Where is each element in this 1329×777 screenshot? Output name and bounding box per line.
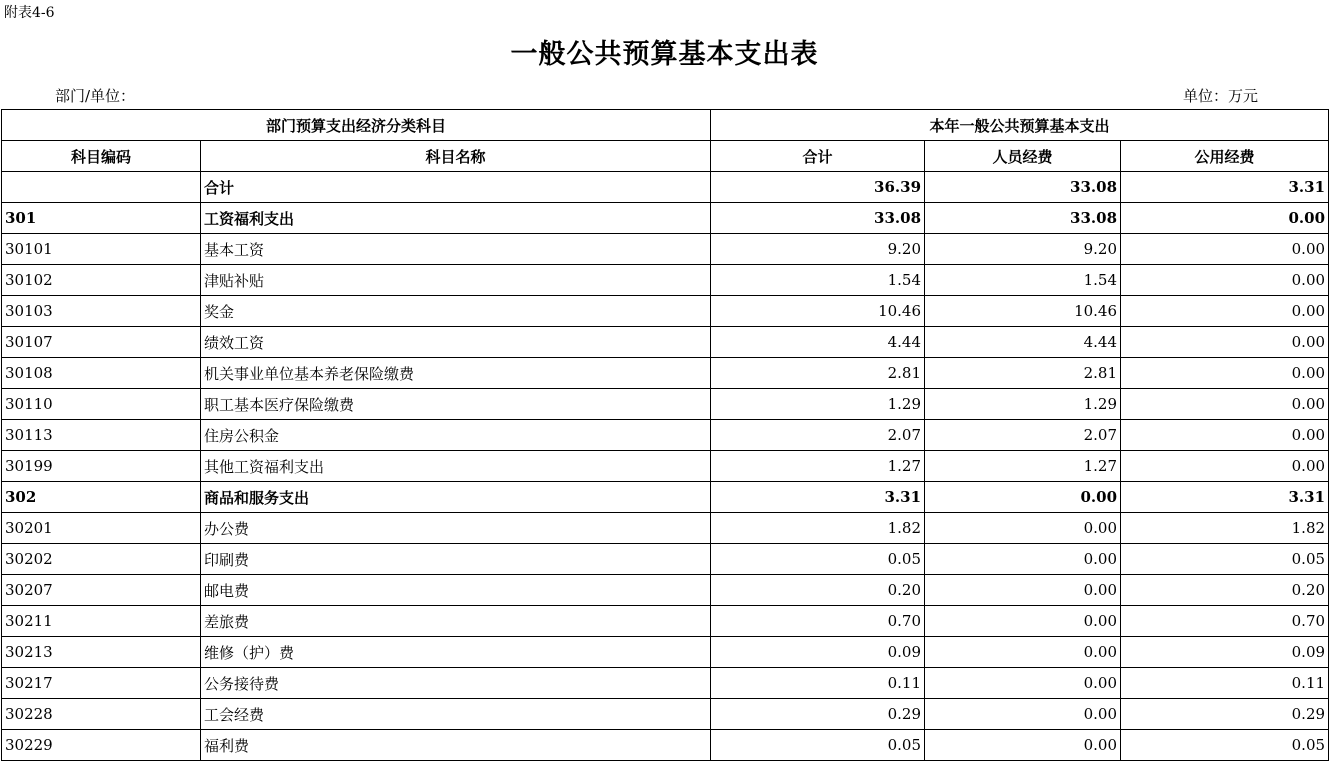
cell-personnel: 0.00 — [925, 668, 1121, 699]
cell-total: 0.11 — [711, 668, 925, 699]
cell-name: 差旅费 — [201, 606, 711, 637]
cell-name: 住房公积金 — [201, 420, 711, 451]
cell-public: 0.00 — [1121, 358, 1329, 389]
cell-code: 301 — [2, 203, 201, 234]
table-row — [2, 296, 1329, 327]
cell-personnel: 33.08 — [925, 203, 1121, 234]
cell-personnel: 4.44 — [925, 327, 1121, 358]
cell-total: 2.07 — [711, 420, 925, 451]
cell-name: 绩效工资 — [201, 327, 711, 358]
cell-personnel: 0.00 — [925, 699, 1121, 730]
cell-public: 0.70 — [1121, 606, 1329, 637]
cell-total: 0.09 — [711, 637, 925, 668]
dept-label: 部门/单位： — [55, 87, 136, 105]
cell-code: 30102 — [2, 265, 201, 296]
table-row — [2, 730, 1329, 761]
cell-personnel: 0.00 — [925, 606, 1121, 637]
cell-total: 1.54 — [711, 265, 925, 296]
cell-code: 30207 — [2, 575, 201, 606]
cell-public: 0.00 — [1121, 265, 1329, 296]
cell-name: 办公费 — [201, 513, 711, 544]
cell-total: 10.46 — [711, 296, 925, 327]
cell-total: 0.20 — [711, 575, 925, 606]
cell-public: 1.82 — [1121, 513, 1329, 544]
cell-personnel: 0.00 — [925, 513, 1121, 544]
cell-public: 0.00 — [1121, 451, 1329, 482]
cell-public: 0.00 — [1121, 234, 1329, 265]
table-row — [2, 606, 1329, 637]
cell-total: 1.29 — [711, 389, 925, 420]
cell-public: 0.00 — [1121, 420, 1329, 451]
annex-label: 附表4-6 — [4, 5, 55, 21]
page-title: 一般公共预算基本支出表 — [510, 39, 819, 70]
table-row — [2, 234, 1329, 265]
table-body — [2, 110, 1329, 761]
cell-name: 印刷费 — [201, 544, 711, 575]
header-code: 科目编码 — [2, 141, 201, 172]
cell-personnel: 9.20 — [925, 234, 1121, 265]
cell-code: 30107 — [2, 327, 201, 358]
cell-public: 0.20 — [1121, 575, 1329, 606]
table-row — [2, 358, 1329, 389]
cell-public: 0.00 — [1121, 389, 1329, 420]
cell-code: 30110 — [2, 389, 201, 420]
cell-public: 3.31 — [1121, 482, 1329, 513]
cell-name: 津贴补贴 — [201, 265, 711, 296]
cell-name: 职工基本医疗保险缴费 — [201, 389, 711, 420]
table-row — [2, 451, 1329, 482]
cell-public: 0.00 — [1121, 296, 1329, 327]
cell-total: 33.08 — [711, 203, 925, 234]
header-column-row — [2, 141, 1329, 172]
cell-total: 0.29 — [711, 699, 925, 730]
cell-public: 0.11 — [1121, 668, 1329, 699]
cell-personnel: 2.81 — [925, 358, 1121, 389]
cell-code: 30101 — [2, 234, 201, 265]
cell-total: 3.31 — [711, 482, 925, 513]
header-name: 科目名称 — [201, 141, 711, 172]
header-group-left: 部门预算支出经济分类科目 — [2, 110, 711, 141]
cell-name: 基本工资 — [201, 234, 711, 265]
cell-name: 其他工资福利支出 — [201, 451, 711, 482]
cell-personnel: 0.00 — [925, 730, 1121, 761]
header-group-row — [2, 110, 1329, 141]
cell-name: 公务接待费 — [201, 668, 711, 699]
cell-personnel: 0.00 — [925, 544, 1121, 575]
table-row — [2, 420, 1329, 451]
cell-code: 30211 — [2, 606, 201, 637]
table-row — [2, 699, 1329, 730]
cell-code: 30228 — [2, 699, 201, 730]
cell-total: 0.05 — [711, 730, 925, 761]
cell-personnel: 0.00 — [925, 575, 1121, 606]
cell-code: 302 — [2, 482, 201, 513]
table-row — [2, 668, 1329, 699]
cell-total: 0.70 — [711, 606, 925, 637]
cell-code: 30201 — [2, 513, 201, 544]
cell-code: 30199 — [2, 451, 201, 482]
header-public: 公用经费 — [1121, 141, 1329, 172]
table-row — [2, 513, 1329, 544]
table-row — [2, 575, 1329, 606]
table-row — [2, 482, 1329, 513]
cell-public: 0.00 — [1121, 203, 1329, 234]
cell-public: 0.05 — [1121, 730, 1329, 761]
cell-personnel: 33.08 — [925, 172, 1121, 203]
cell-code: 30108 — [2, 358, 201, 389]
cell-personnel: 0.00 — [925, 637, 1121, 668]
cell-code: 30113 — [2, 420, 201, 451]
cell-public: 0.09 — [1121, 637, 1329, 668]
table-row — [2, 327, 1329, 358]
cell-code: 30103 — [2, 296, 201, 327]
cell-public: 3.31 — [1121, 172, 1329, 203]
cell-total: 2.81 — [711, 358, 925, 389]
cell-name: 工会经费 — [201, 699, 711, 730]
cell-name: 合计 — [201, 172, 711, 203]
cell-total: 9.20 — [711, 234, 925, 265]
cell-total: 1.82 — [711, 513, 925, 544]
table-row — [2, 544, 1329, 575]
cell-name: 福利费 — [201, 730, 711, 761]
table-row — [2, 203, 1329, 234]
table-row — [2, 389, 1329, 420]
cell-personnel: 1.27 — [925, 451, 1121, 482]
cell-personnel: 10.46 — [925, 296, 1121, 327]
cell-name: 商品和服务支出 — [201, 482, 711, 513]
budget-table — [1, 109, 1329, 761]
cell-personnel: 2.07 — [925, 420, 1121, 451]
table-row — [2, 172, 1329, 203]
cell-code — [2, 172, 201, 203]
header-personnel: 人员经费 — [925, 141, 1121, 172]
table-row — [2, 637, 1329, 668]
cell-name: 机关事业单位基本养老保险缴费 — [201, 358, 711, 389]
header-group-right: 本年一般公共预算基本支出 — [711, 110, 1329, 141]
cell-personnel: 0.00 — [925, 482, 1121, 513]
cell-name: 维修（护）费 — [201, 637, 711, 668]
cell-code: 30213 — [2, 637, 201, 668]
cell-personnel: 1.29 — [925, 389, 1121, 420]
cell-name: 奖金 — [201, 296, 711, 327]
cell-personnel: 1.54 — [925, 265, 1121, 296]
cell-name: 工资福利支出 — [201, 203, 711, 234]
unit-label: 单位：万元 — [1183, 87, 1259, 105]
cell-total: 36.39 — [711, 172, 925, 203]
cell-code: 30229 — [2, 730, 201, 761]
cell-total: 1.27 — [711, 451, 925, 482]
cell-total: 0.05 — [711, 544, 925, 575]
cell-public: 0.05 — [1121, 544, 1329, 575]
cell-code: 30202 — [2, 544, 201, 575]
cell-name: 邮电费 — [201, 575, 711, 606]
table-row — [2, 265, 1329, 296]
cell-public: 0.00 — [1121, 327, 1329, 358]
cell-total: 4.44 — [711, 327, 925, 358]
header-total: 合计 — [711, 141, 925, 172]
cell-code: 30217 — [2, 668, 201, 699]
cell-public: 0.29 — [1121, 699, 1329, 730]
